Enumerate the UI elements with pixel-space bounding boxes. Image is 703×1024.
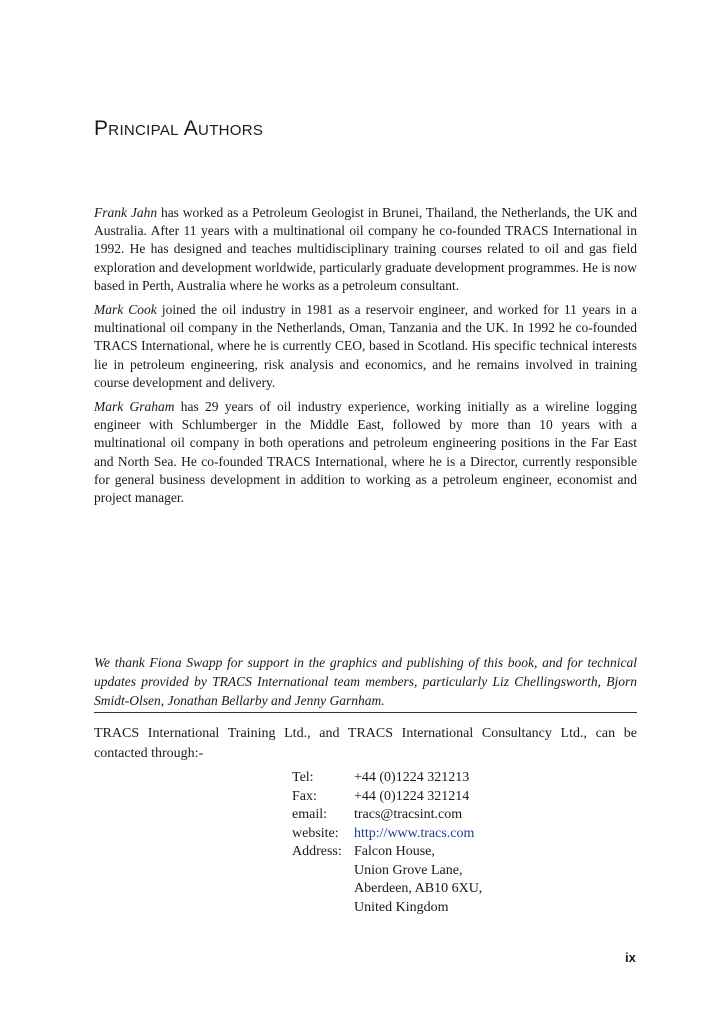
acknowledgement: We thank Fiona Swapp for support in the graphics and publishing of this book, and for technical updates provided by TRACS International team members, particularly Liz Chellingsworth, Bjorn Smidt-Olsen, Jonathan Bellarby and Jenny Garnham. <box>94 655 637 708</box>
tel-label: Tel: <box>292 770 314 785</box>
address-line: Aberdeen, AB10 6XU, <box>354 881 483 896</box>
email-label: email: <box>292 807 327 822</box>
contact-row-fax <box>292 788 482 807</box>
contact-details <box>292 769 482 917</box>
tel-value: +44 (0)1224 321213 <box>354 770 470 785</box>
page-title: Principal Authors <box>94 117 264 140</box>
contact-row-address <box>292 843 482 862</box>
bio-text: has worked as a Petroleum Geologist in Brunei, Thailand, the Netherlands, the UK and Australia. After 11 years with a multinational oil company he co-founded TRACS International in 1992. He has designed and teaches multidisciplinary training courses related to oil and gas field exploration and development worldwide, particularly graduate development programmes. He is now based in Perth, Australia where he works as a petroleum consultant. <box>94 205 638 293</box>
contact-row-tel <box>292 769 482 788</box>
bio-text: joined the oil industry in 1981 as a reservoir engineer, and worked for 11 years in a multinational oil company in the Netherlands, Oman, Tanzania and the UK. In 1992 he co-founded TRACS International, where he is currently CEO, based in Scotland. His specific technical interests lie in petroleum engineering, risk analysis and economics, and he remains involved in training course development and delivery. <box>94 302 638 390</box>
author-name: Frank Jahn <box>94 205 158 220</box>
fax-label: Fax: <box>292 788 317 804</box>
website-link[interactable]: http://www.tracs.com <box>354 825 475 841</box>
fax-value: +44 (0)1224 321214 <box>354 788 470 804</box>
bio-mark-cook <box>94 301 637 392</box>
contact-row-website <box>292 825 482 844</box>
website-label: website: <box>292 825 339 841</box>
page-number: ix <box>625 950 636 965</box>
contact-intro: TRACS International Training Ltd., and TRACS International Consultancy Ltd., can be contacted through:- <box>94 726 637 761</box>
divider <box>94 712 637 713</box>
bio-mark-graham <box>94 398 637 507</box>
email-value: tracs@tracsint.com <box>354 807 463 822</box>
contact-row-email <box>292 806 482 825</box>
author-bios <box>94 204 637 513</box>
address-line: United Kingdom <box>354 899 449 915</box>
author-name: Mark Cook <box>94 302 157 318</box>
author-name: Mark Graham <box>94 399 175 415</box>
bio-text: has 29 years of oil industry experience, working initially as a wireline logging engineer with Schlumberger in the Middle East, followed by more than 10 years with a multinational oil company in both operations and petroleum engineering positions in the Far East and North Sea. He co-founded TRACS International, where he is a Director, currently responsible for general business development in addition to working as a petroleum engineer, economist and project manager. <box>94 399 637 506</box>
address-line: Union Grove Lane, <box>354 862 463 878</box>
address-line: Falcon House, <box>354 844 435 859</box>
bio-frank-jahn <box>94 204 637 295</box>
address-label: Address: <box>292 844 342 859</box>
